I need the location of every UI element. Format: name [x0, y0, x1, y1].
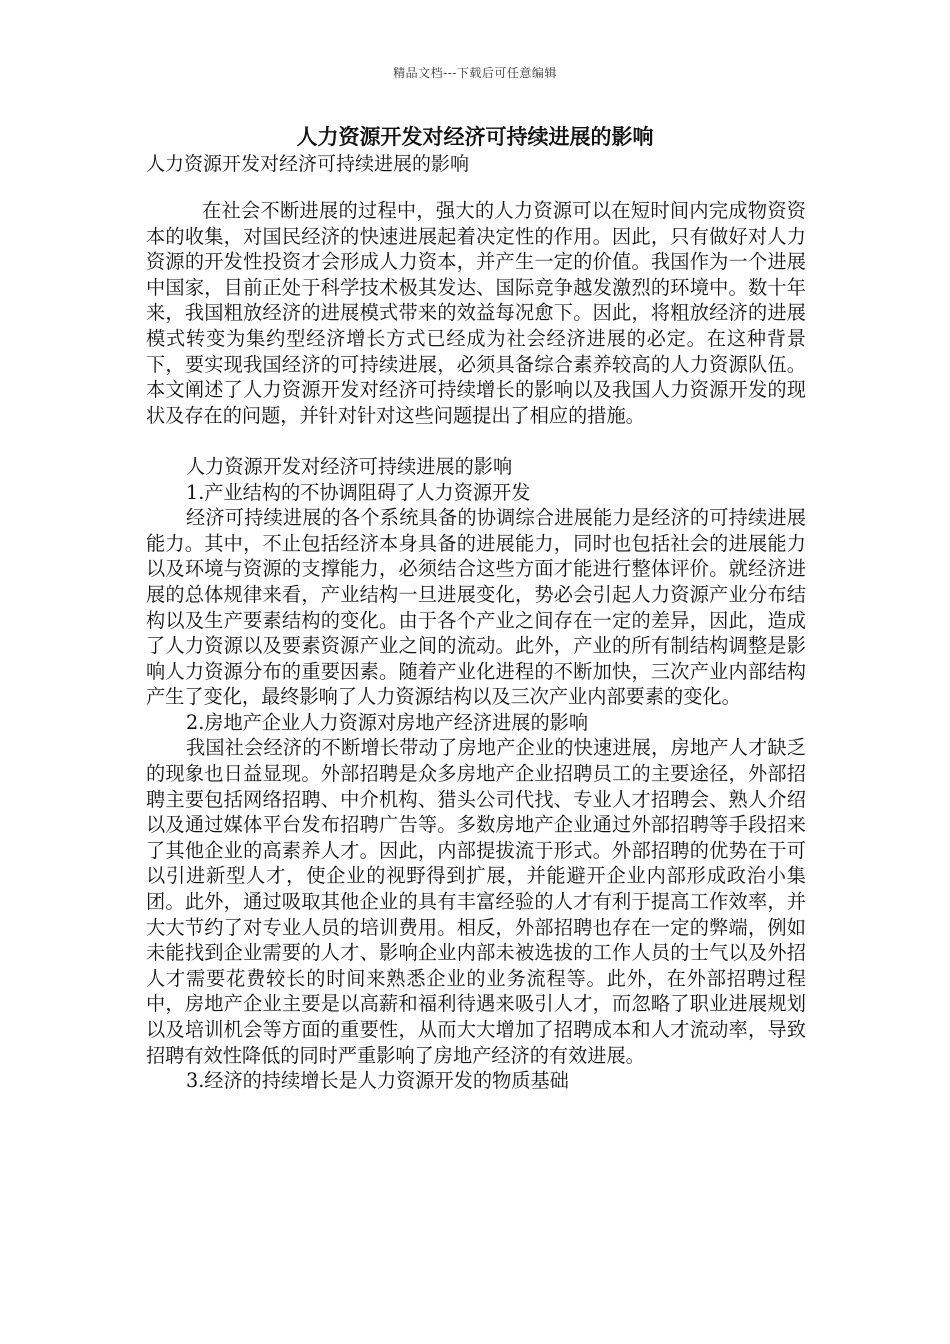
paragraph-gap: [146, 428, 806, 454]
document-subtitle: 人力资源开发对经济可持续进展的影响: [146, 153, 470, 175]
document-body: [146, 198, 806, 1094]
subsection-1-text: 经济可持续进展的各个系统具备的协调综合进展能力是经济的可持续进展能力。其中，不止包括经济本身具备的进展能力，同时也包括社会的进展能力以及环境与资源的支撑能力，必须结合这些方面才能进行整体评价。就经济进展的总体规律来看，产业结构一旦进展变化，势必会引起人力资源产业分布结构以及生产要素结构的变化。由于各个产业之间存在一定的差异，因此，造成了人力资源以及要素资源产业之间的流动。此外，产业的所有制结构调整是影响人力资源分布的重要因素。随着产业化进程的不断加快，三次产业内部结构产生了变化，最终影响了人力资源结构以及三次产业内部要素的变化。: [146, 506, 806, 709]
subsection-2-heading: 2.房地产企业人力资源对房地产经济进展的影响: [186, 710, 589, 734]
subsection-2-text: 我国社会经济的不断增长带动了房地产企业的快速进展，房地产人才缺乏的现象也日益显现。外部招聘是众多房地产企业招聘员工的主要途径，外部招聘主要包括网络招聘、中介机构、猎头公司代找、专业人才招聘会、熟人介绍以及通过媒体平台发布招聘广告等。多数房地产企业通过外部招聘等手段招来了其他企业的高素养人才。因此，内部提拔流于形式。外部招聘的优势在于可以引进新型人才，使企业的视野得到扩展，并能避开企业内部形成政治小集团。此外，通过吸取其他企业的具有丰富经验的人才有利于提高工作效率，并大大节约了对专业人员的培训费用。相反，外部招聘也存在一定的弊端，例如未能找到企业需要的人才、影响企业内部未被选拔的工作人员的士气以及外招人才需要花费较长的时间来熟悉企业的业务流程等。此外，在外部招聘过程中，房地产企业主要是以高薪和福利待遇来吸引人才，而忽略了职业进展规划以及培训机会等方面的重要性，从而大大增加了招聘成本和人才流动率，导致招聘有效性降低的同时严重影响了房地产经济的有效进展。: [146, 736, 806, 1067]
subsection-3-heading: 3.经济的持续增长是人力资源开发的物质基础: [186, 1069, 569, 1093]
document-title: 人力资源开发对经济可持续进展的影响: [296, 124, 654, 149]
header-note: 精品文档---下载后可任意编辑: [393, 66, 557, 80]
section-heading: 人力资源开发对经济可持续进展的影响: [186, 454, 513, 478]
intro-paragraph: 在社会不断进展的过程中，强大的人力资源可以在短时间内完成物资资本的收集，对国民经济的快速进展起着决定性的作用。因此，只有做好对人力资源的开发性投资才会形成人力资本，并产生一定的价值。我国作为一个进展中国家，目前正处于科学技术极其发达、国际竞争越发激烈的环境中。数十年来，我国粗放经济的进展模式带来的效益每况愈下。因此，将粗放经济的进展模式转变为集约型经济增长方式已经成为社会经济进展的必定。在这种背景下，要实现我国经济的可持续进展，必须具备综合素养较高的人力资源队伍。本文阐述了人力资源开发对经济可持续增长的影响以及我国人力资源开发的现状及存在的问题，并针对针对这些问题提出了相应的措施。: [146, 199, 806, 427]
subsection-1-heading: 1.产业结构的不协调阻碍了人力资源开发: [186, 480, 531, 504]
